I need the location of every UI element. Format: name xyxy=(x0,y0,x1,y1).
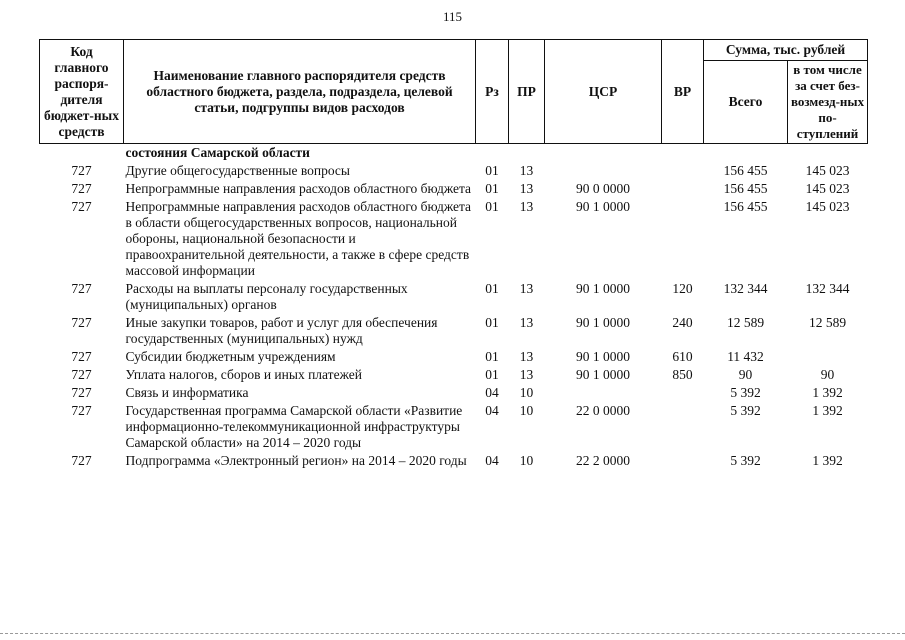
cell-vr xyxy=(662,384,704,402)
cell-gratuitous: 1 392 xyxy=(812,385,843,400)
cell-rz: 01 xyxy=(485,281,499,296)
cell-pr: 10 xyxy=(519,453,534,468)
cell-gratuitous: 132 344 xyxy=(805,281,850,296)
cell-csr xyxy=(545,162,662,180)
cell-rz: 01 xyxy=(485,199,499,214)
table-row xyxy=(40,198,868,280)
cell-rz: 01 xyxy=(485,181,499,196)
cell-vr xyxy=(662,402,704,452)
cell-total: 156 455 xyxy=(723,163,768,178)
cell-vr xyxy=(662,198,704,280)
cell-total: 5 392 xyxy=(730,403,761,418)
header-vr: ВР xyxy=(662,40,704,144)
cell-vr xyxy=(662,144,704,163)
cell-rz: 01 xyxy=(485,315,499,330)
table-row xyxy=(40,280,868,314)
cell-code: 727 xyxy=(71,315,92,330)
header-rz: Рз xyxy=(476,40,509,144)
cell-name: Расходы на выплаты персоналу государственных (муниципальных) органов xyxy=(125,281,408,312)
table-row xyxy=(40,402,868,452)
header-code: Код главного распоря-дителя бюджет-ных средств xyxy=(40,40,124,144)
table-row xyxy=(40,366,868,384)
cell-rz xyxy=(476,144,509,163)
cell-name: Уплата налогов, сборов и иных платежей xyxy=(125,367,362,382)
cell-vr xyxy=(662,180,704,198)
cell-total: 5 392 xyxy=(730,385,761,400)
cell-code: 727 xyxy=(71,403,92,418)
cell-total: 156 455 xyxy=(723,199,768,214)
cell-gratuitous: 90 xyxy=(820,367,835,382)
cell-pr: 13 xyxy=(519,367,534,382)
cell-total: 12 589 xyxy=(726,315,765,330)
cell-csr: 90 1 0000 xyxy=(576,315,630,330)
header-pr: ПР xyxy=(509,40,545,144)
cell-rz: 01 xyxy=(485,349,499,364)
cell-gratuitous: 1 392 xyxy=(812,403,843,418)
cell-csr xyxy=(545,384,662,402)
cell-code: 727 xyxy=(71,385,92,400)
cell-csr: 90 1 0000 xyxy=(576,349,630,364)
cell-rz: 01 xyxy=(485,163,499,178)
cell-rz: 04 xyxy=(485,385,499,400)
table-row xyxy=(40,348,868,366)
cell-total: 156 455 xyxy=(723,181,768,196)
cell-vr: 610 xyxy=(672,349,693,364)
table-row xyxy=(40,314,868,348)
cell-csr: 90 0 0000 xyxy=(576,181,630,196)
cell-vr xyxy=(662,162,704,180)
cell-csr: 22 2 0000 xyxy=(576,453,630,468)
cell-total xyxy=(704,144,788,163)
cell-name: Субсидии бюджетным учреждениям xyxy=(125,349,336,364)
table-row xyxy=(40,144,868,163)
cell-pr: 13 xyxy=(519,349,534,364)
cell-total: 132 344 xyxy=(723,281,768,296)
cell-name: Подпрограмма «Электронный регион» на 2014 – 2020 годы xyxy=(125,453,467,468)
page-number: 115 xyxy=(442,9,463,24)
cell-code: 727 xyxy=(71,163,92,178)
table-row xyxy=(40,452,868,470)
cell-code: 727 xyxy=(71,181,92,196)
budget-table xyxy=(39,39,868,470)
page-bottom-edge xyxy=(0,633,905,634)
cell-name: Другие общегосударственные вопросы xyxy=(125,163,350,178)
table-row xyxy=(40,180,868,198)
cell-rz: 04 xyxy=(485,403,499,418)
cell-gratuitous: 12 589 xyxy=(808,315,847,330)
cell-code xyxy=(40,144,124,163)
cell-code: 727 xyxy=(71,199,92,214)
cell-vr xyxy=(662,452,704,470)
cell-name: Связь и информатика xyxy=(125,385,249,400)
cell-pr: 13 xyxy=(519,181,534,196)
cell-gratuitous: 145 023 xyxy=(805,199,850,214)
cell-name: состояния Самарской области xyxy=(125,145,310,160)
cell-csr: 90 1 0000 xyxy=(576,199,630,214)
cell-code: 727 xyxy=(71,349,92,364)
cell-csr: 90 1 0000 xyxy=(576,281,630,296)
cell-name: Государственная программа Самарской области «Развитие информационно-телекоммуникационной инфраструктуры Самарской области» на 2014 – 2020 годы xyxy=(125,403,463,450)
cell-rz: 04 xyxy=(485,453,499,468)
cell-gratuitous: 145 023 xyxy=(805,181,850,196)
cell-pr: 10 xyxy=(519,403,534,418)
header-gratuitous: в том числе за счет без-возмезд-ных по-ступлений xyxy=(788,61,868,144)
table-row xyxy=(40,162,868,180)
header-csr: ЦСР xyxy=(545,40,662,144)
cell-code: 727 xyxy=(71,453,92,468)
cell-vr: 240 xyxy=(672,315,693,330)
cell-pr: 10 xyxy=(519,385,534,400)
table-row xyxy=(40,384,868,402)
cell-total: 5 392 xyxy=(730,453,761,468)
cell-csr: 90 1 0000 xyxy=(576,367,630,382)
header-sum-group: Сумма, тыс. рублей xyxy=(704,40,868,61)
cell-rz: 01 xyxy=(485,367,499,382)
cell-vr: 850 xyxy=(672,367,693,382)
cell-name: Иные закупки товаров, работ и услуг для обеспечения государственных (муниципальных) нужд xyxy=(125,315,438,346)
cell-pr: 13 xyxy=(519,163,534,178)
cell-pr: 13 xyxy=(519,281,534,296)
cell-name: Непрограммные направления расходов областного бюджета xyxy=(125,181,472,196)
cell-gratuitous: 145 023 xyxy=(805,163,850,178)
cell-pr xyxy=(509,144,545,163)
header-name: Наименование главного распорядителя средств областного бюджета, раздела, подраздела, целевой статьи, подгруппы видов расходов xyxy=(124,40,476,144)
cell-gratuitous: 1 392 xyxy=(812,453,843,468)
cell-total: 11 432 xyxy=(727,349,764,364)
cell-vr: 120 xyxy=(672,281,693,296)
cell-csr xyxy=(545,144,662,163)
cell-pr: 13 xyxy=(519,315,534,330)
cell-gratuitous xyxy=(788,144,868,163)
header-total: Всего xyxy=(704,61,788,144)
cell-code: 727 xyxy=(71,281,92,296)
cell-code: 727 xyxy=(71,367,92,382)
cell-name: Непрограммные направления расходов областного бюджета в области общегосударственных вопросов, национальной обороны, национальной безопасности и правоохранительной деятельности, а также в сфере средств массовой информации xyxy=(125,199,472,278)
cell-total: 90 xyxy=(738,367,753,382)
cell-gratuitous xyxy=(788,348,868,366)
cell-csr: 22 0 0000 xyxy=(576,403,630,418)
cell-pr: 13 xyxy=(519,199,534,214)
